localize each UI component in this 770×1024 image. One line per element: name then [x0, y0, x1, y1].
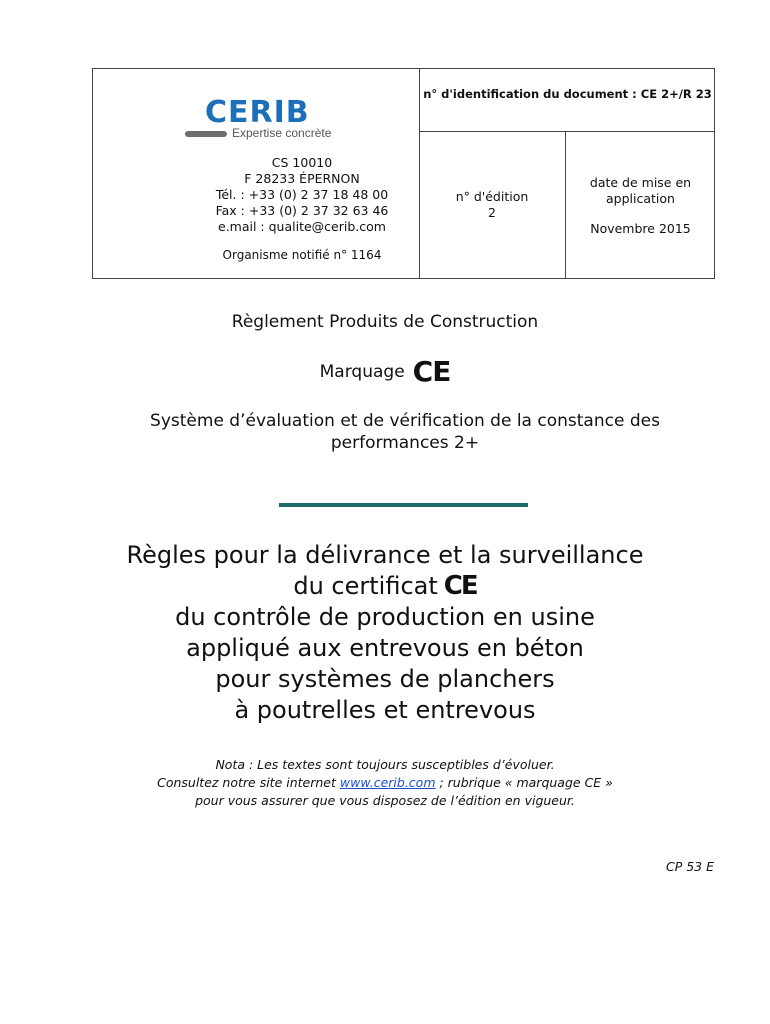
ce-mark-icon: CE — [443, 571, 477, 601]
title-line: du contrôle de production en usine — [175, 603, 595, 631]
nota-text: ; rubrique « marquage CE » — [435, 775, 613, 790]
edition-label: n° d'édition — [455, 189, 529, 204]
edition-cell — [419, 189, 565, 221]
system-text — [115, 410, 695, 454]
address-line: F 28233 ÉPERNON — [244, 171, 360, 186]
title-line-with-ce — [0, 571, 770, 602]
edition-value: 2 — [488, 205, 496, 220]
email-line: e.mail : qualite@cerib.com — [218, 219, 386, 234]
address-line: CS 10010 — [271, 155, 333, 170]
date-value: Novembre 2015 — [590, 221, 691, 236]
title-line: appliqué aux entrevous en béton — [186, 634, 584, 662]
logo-tagline: Expertise concrète — [232, 126, 332, 140]
document-id: n° d'identification du document : CE 2+/R 23 — [423, 87, 712, 101]
cerib-logo — [185, 93, 332, 143]
nota-line — [0, 774, 770, 792]
document-reference: CP 53 E — [665, 859, 714, 874]
system-line: performances 2+ — [330, 433, 480, 453]
notified-body: Organisme notifié n° 1164 — [222, 248, 382, 262]
phone-line: Tél. : +33 (0) 2 37 18 48 00 — [215, 187, 389, 202]
regulation-heading: Règlement Produits de Construction — [231, 312, 539, 332]
divider-line — [279, 503, 528, 507]
title-line: à poutrelles et entrevous — [234, 696, 536, 724]
date-label: application — [606, 191, 675, 206]
marking-label: Marquage — [319, 361, 405, 382]
nota-text: Consultez notre site internet — [157, 775, 340, 790]
logo-bar — [185, 131, 227, 137]
nota-line: pour vous assurer que vous disposez de l’édition en vigueur. — [195, 793, 575, 808]
nota-block — [0, 756, 770, 810]
system-line: Système d’évaluation et de vérification de la constance des — [150, 411, 660, 431]
main-title — [0, 540, 770, 726]
title-line: Règles pour la délivrance et la surveillance — [126, 541, 644, 569]
logo-brand: CERIB — [205, 95, 310, 130]
nota-line: Nota : Les textes sont toujours susceptibles d’évoluer. — [215, 757, 555, 772]
marking-line — [0, 355, 770, 388]
address-block — [185, 155, 419, 235]
date-cell — [565, 175, 716, 207]
date-label: date de mise en — [589, 175, 692, 190]
header-table — [92, 68, 715, 279]
ce-mark-icon: CE — [412, 355, 451, 388]
title-line: pour systèmes de planchers — [215, 665, 555, 693]
row-divider — [419, 131, 714, 132]
fax-line: Fax : +33 (0) 2 37 32 63 46 — [215, 203, 389, 218]
website-link[interactable]: www.cerib.com — [339, 775, 436, 790]
title-line: du certificat — [293, 572, 438, 600]
